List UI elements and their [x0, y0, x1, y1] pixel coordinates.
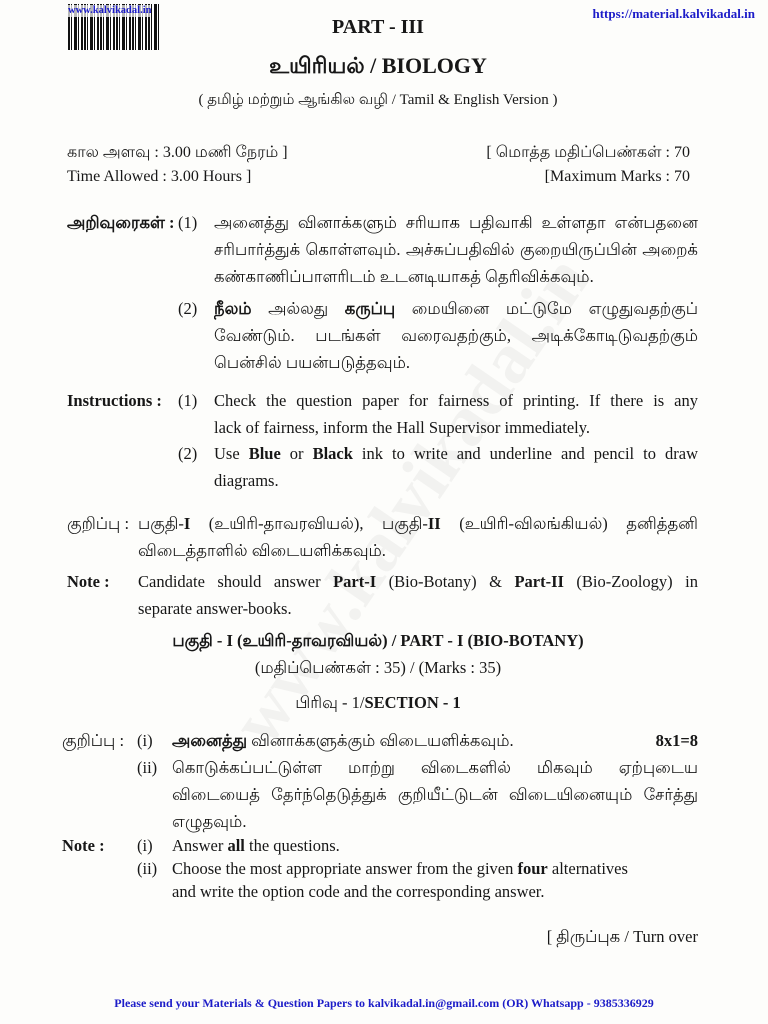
medium-line: ( தமிழ் மற்றும் ஆங்கில வழி / Tamil & English Version ) — [198, 92, 558, 108]
site-link-right[interactable]: https://material.kalvikadal.in — [592, 6, 755, 21]
subject-title: உயிரியல் / BIOLOGY — [269, 53, 487, 78]
item-number: (ii) — [137, 758, 158, 777]
part-one-title: பகுதி - I (உயிரி-தாவரவியல்) / PART - I (BIO-BOTANY) — [172, 631, 584, 650]
text-line: கொடுக்கப்பட்டுள்ள மாற்று விடைகளில் மிகவும் ஏற்புடைய — [172, 758, 698, 777]
section-title-english: SECTION - 1 — [364, 693, 461, 712]
note-text — [138, 510, 698, 564]
emphasis-text: four — [517, 859, 548, 878]
item-number: (1) — [178, 213, 198, 232]
instructions-tamil-label: அறிவுரைகள் : — [67, 213, 175, 232]
note-text — [172, 857, 698, 903]
note-english-label: Note : — [67, 572, 110, 591]
duration-english: Time Allowed : 3.00 Hours ] — [67, 168, 252, 185]
text-line: எழுதவும். — [172, 812, 247, 831]
text-segment: வினாக்களுக்கும் விடையளிக்கவும். — [247, 731, 514, 750]
text-line: diagrams. — [214, 471, 279, 490]
emphasis-text: அனைத்து — [172, 731, 248, 750]
text-segment: Answer — [172, 836, 228, 855]
duration-tamil: கால அளவு : 3.00 மணி நேரம் ] — [67, 144, 288, 161]
item-number: (ii) — [137, 859, 158, 878]
text-segment: the questions. — [244, 836, 340, 855]
text-segment: Candidate should answer — [138, 572, 334, 591]
text-segment: பகுதி- — [138, 514, 184, 533]
text-line — [138, 568, 698, 595]
text-segment: alternatives — [547, 859, 628, 878]
section-note-tamil-label: குறிப்பு : — [62, 731, 125, 750]
text-segment: (உயிரி-தாவரவியல்), பகுதி- — [190, 514, 428, 533]
text-line: விடையைத் தேர்ந்தெடுத்துக் குறியீட்டுடன் விடையினையும் சேர்த்து — [172, 785, 698, 804]
text-line: lack of fairness, inform the Hall Supervisor immediately. — [214, 418, 591, 437]
instruction-text — [214, 387, 698, 441]
emphasis-text: Part-I — [333, 572, 377, 591]
emphasis-text: Part-II — [514, 572, 564, 591]
marks-allocation: 8x1=8 — [655, 731, 698, 750]
part-one-marks: (மதிப்பெண்கள் : 35) / (Marks : 35) — [254, 658, 502, 677]
max-marks-tamil: [ மொத்த மதிப்பெண்கள் : 70 — [486, 144, 690, 161]
max-marks-english: [Maximum Marks : 70 — [544, 168, 690, 185]
text-segment: (Bio-Zoology) in — [563, 572, 698, 591]
site-link-left[interactable]: www.kalvikadal.in — [68, 5, 152, 16]
emphasis-text: கருப்பு — [344, 299, 396, 318]
text-segment: ink to write and underline and pencil to draw — [352, 444, 698, 463]
item-number: (2) — [178, 299, 198, 318]
section-title — [0, 689, 756, 716]
footer-contact: Please send your Materials & Question Papers to kalvikadal.in@gmail.com (OR) Whatsapp - 9385336929 — [114, 996, 654, 1010]
text-segment: or — [280, 444, 313, 463]
paper-part: PART - III — [332, 16, 424, 38]
text-segment: (Bio-Botany) & — [376, 572, 515, 591]
instructions-english-label: Instructions : — [67, 391, 162, 410]
text-line: separate answer-books. — [138, 599, 292, 618]
emphasis-text: all — [227, 836, 245, 855]
emphasis-text: Blue — [248, 444, 281, 463]
text-line — [214, 440, 698, 467]
text-line: அனைத்து வினாக்களும் சரியாக பதிவாகி உள்ளதா என்பதனை — [214, 213, 698, 232]
text-line: சரிபார்த்துக் கொள்ளவும். அச்சுப்பதிவில் குறையிருப்பின் அறைக் — [214, 240, 698, 259]
text-line — [214, 295, 698, 322]
text-line: and write the option code and the corresponding answer. — [172, 882, 545, 901]
note-text — [172, 834, 698, 857]
emphasis-text: நீலம் — [214, 299, 252, 318]
section-title-tamil: பிரிவு - 1/ — [295, 693, 365, 712]
text-segment: மையினை மட்டுமே எழுதுவதற்குப் — [411, 299, 698, 318]
text-line: வேண்டும். படங்கள் வரைவதற்கும், அடிக்கோடிடுவதற்கும் — [214, 326, 698, 345]
note-tamil-label: குறிப்பு : — [67, 514, 130, 533]
text-line: பென்சில் பயன்படுத்தவும். — [214, 353, 410, 372]
note-text — [172, 727, 698, 754]
emphasis-text: I — [183, 514, 191, 533]
text-line — [172, 834, 698, 857]
text-segment: Choose the most appropriate answer from the given — [172, 859, 518, 878]
item-number: (i) — [137, 836, 153, 855]
instruction-text — [214, 209, 698, 290]
note-text — [138, 568, 698, 622]
text-line: Check the question paper for fairness of printing. If there is any — [214, 391, 698, 410]
text-line — [172, 857, 698, 880]
emphasis-text: Black — [312, 444, 353, 463]
text-line — [172, 727, 698, 754]
instruction-text — [214, 440, 698, 494]
item-number: (2) — [178, 444, 198, 463]
text-line: கண்காணிப்பாளரிடம் உடனடியாகத் தெரிவிக்கவும். — [214, 267, 594, 286]
text-line: விடைத்தாளில் விடையளிக்கவும். — [138, 541, 386, 560]
text-segment: Use — [214, 444, 249, 463]
text-segment: (உயிரி-விலங்கியல்) தனித்தனி — [440, 514, 698, 533]
text-segment: அல்லது — [251, 299, 345, 318]
item-number: (i) — [137, 731, 153, 750]
emphasis-text: II — [427, 514, 441, 533]
section-note-english-label: Note : — [62, 836, 105, 855]
note-text — [172, 754, 698, 835]
instruction-text — [214, 295, 698, 376]
turn-over-note: [ திருப்புக / Turn over — [546, 927, 698, 946]
text-line — [138, 510, 698, 537]
item-number: (1) — [178, 391, 198, 410]
